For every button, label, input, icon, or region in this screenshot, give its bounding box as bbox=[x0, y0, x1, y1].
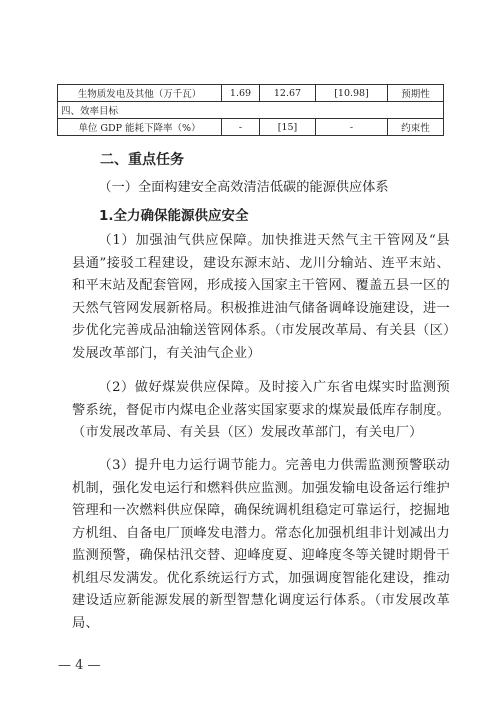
table-row bbox=[58, 119, 444, 136]
table-cell-2020: - bbox=[222, 119, 260, 136]
table-cell-growth: [10.98] bbox=[316, 85, 388, 102]
table-section-label: 四、效率目标 bbox=[58, 102, 444, 119]
paragraph-power: （3）提升电力运行调节能力。完善电力供需监测预警联动机制，强化发电运行和燃料供应监测。加强发输电设备运行维护管理和一次燃料供应保障，确保统调机组稳定可靠运行，挖掘地方机组、自备电厂顶峰发电潜力。常态化加强机组非计划减出力监测预警，确保枯汛交替、迎峰度夏、迎峰度冬等关键时期骨干机组尽发满发。优化系统运行方式，加强调度智能化建设，推动建设适应新能源发展的新型智慧化调度运行体系。（市发展改革局、 bbox=[72, 458, 450, 631]
table-row bbox=[58, 85, 444, 102]
paragraph-oil-gas: （1）加强油气供应保障。加快推进天然气主干管网及“县县通”接驳工程建设，建设东源末站、龙川分输站、连平末站、和平末站及配套管网，形成接入国家主干管网、覆盖五县一区的天然气管网发展新格局。积极推进油气储备调峰设施建设，进一步优化完善成品油输送管网体系。（市发展改革局、有关县（区）发展改革部门，有关油气企业） bbox=[72, 233, 450, 361]
table-row-section bbox=[58, 102, 444, 119]
table-cell-2020: 1.69 bbox=[222, 85, 260, 102]
section-heading: 二、重点任务 bbox=[100, 152, 184, 168]
table-cell-label: 单位 GDP 能耗下降率（%） bbox=[58, 119, 222, 136]
table-cell-growth: - bbox=[316, 119, 388, 136]
table-cell-label: 生物质发电及其他（万千瓦） bbox=[58, 85, 222, 102]
targets-table bbox=[57, 84, 444, 136]
table-cell-attribute: 约束性 bbox=[388, 119, 444, 136]
table-cell-attribute: 预期性 bbox=[388, 85, 444, 102]
table-cell-2025: [15] bbox=[260, 119, 316, 136]
page-number: — 4 — bbox=[58, 658, 101, 673]
sub-heading: （一）全面构建安全高效清洁低碳的能源供应体系 bbox=[98, 180, 389, 195]
table-cell-2025: 12.67 bbox=[260, 85, 316, 102]
paragraph-coal: （2）做好煤炭供应保障。及时接入广东省电煤实时监测预警系统，督促市内煤电企业落实国家要求的煤炭最低库存制度。（市发展改革局、有关县（区）发展改革部门，有关电厂） bbox=[72, 380, 450, 440]
bold-heading: 1.全力确保能源供应安全 bbox=[99, 208, 249, 224]
